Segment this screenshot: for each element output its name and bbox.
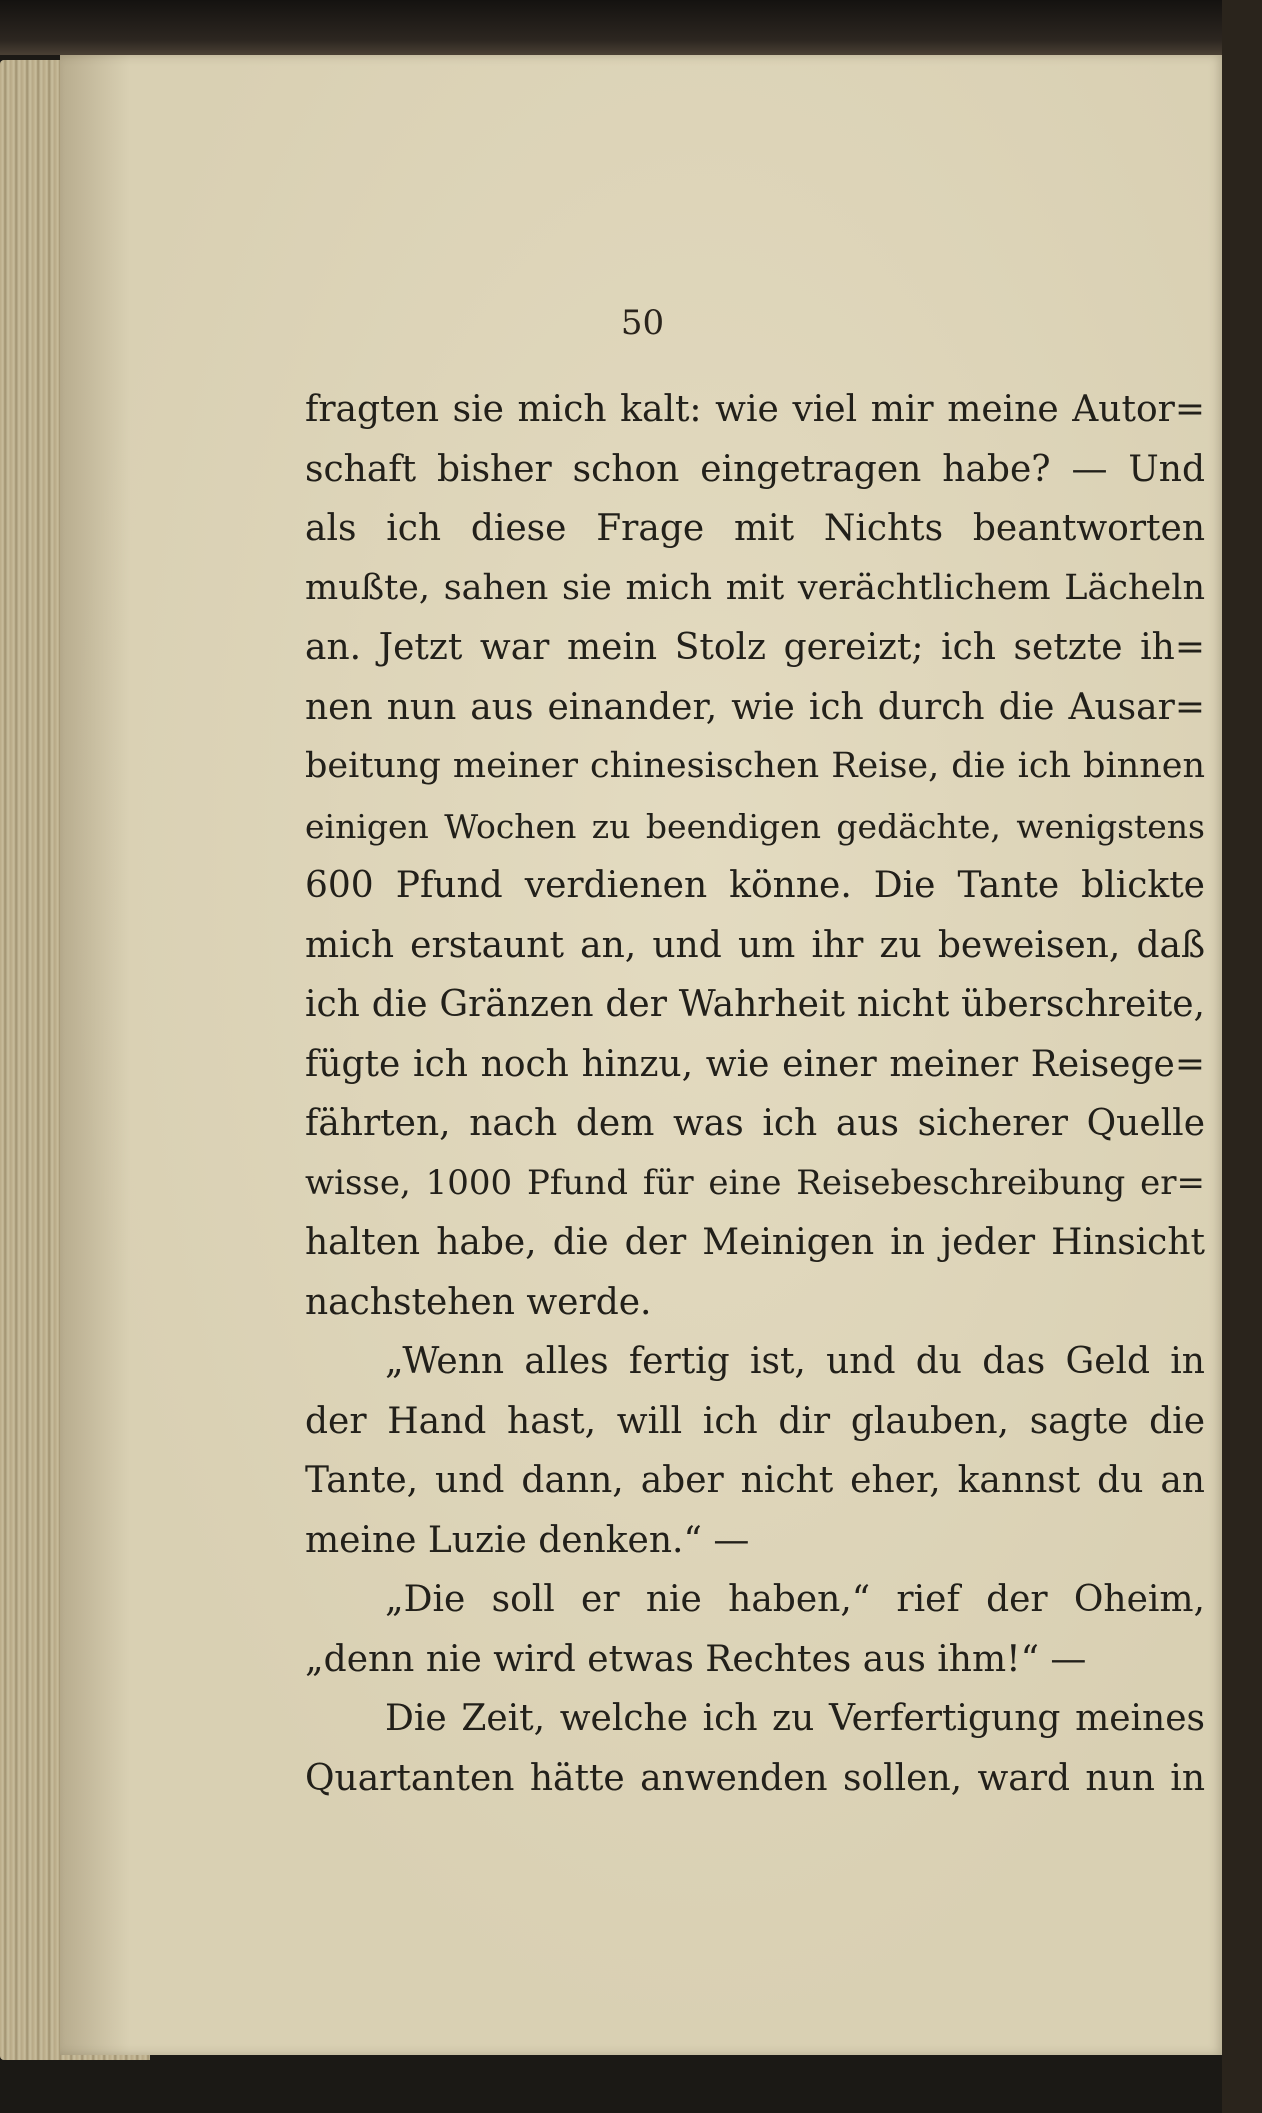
text-line: einigen Wochen zu beendigen gedächte, wenigstens	[305, 806, 1205, 846]
text-line: fragten sie mich kalt: wie viel mir meine Autor=	[305, 389, 1205, 430]
text-line: „Die soll er nie haben,“ rief der Oheim,	[385, 1579, 1205, 1620]
text-line: Die Zeit, welche ich zu Verfertigung meines	[385, 1698, 1205, 1739]
text-line: beitung meiner chinesischen Reise, die ich binnen	[305, 746, 1205, 786]
text-line: der Hand hast, will ich dir glauben, sagte die	[305, 1400, 1205, 1442]
body-text	[305, 380, 1205, 1808]
text-line: meine Luzie denken.“ —	[305, 1519, 750, 1561]
page-sheet	[60, 55, 1225, 2055]
text-line: nen nun aus einander, wie ich durch die Ausar=	[305, 686, 1205, 728]
text-line: „Wenn alles fertig ist, und du das Geld in	[385, 1341, 1205, 1382]
text-line: fügte ich noch hinzu, wie einer meiner Reisege=	[305, 1043, 1205, 1085]
text-line: halten habe, die der Meinigen in jeder Hinsicht	[305, 1222, 1205, 1263]
text-line: „denn nie wird etwas Rechtes aus ihm!“ —	[305, 1638, 1087, 1680]
text-line: als ich diese Frage mit Nichts beantworten	[305, 508, 1205, 549]
page-number: 50	[620, 303, 665, 343]
text-line: ich die Gränzen der Wahrheit nicht überschreite,	[305, 984, 1205, 1025]
text-line: mußte, sahen sie mich mit verächtlichem Lächeln	[305, 567, 1205, 608]
text-line: 600 Pfund verdienen könne. Die Tante blickte	[305, 865, 1205, 906]
text-line: Tante, und dann, aber nicht eher, kannst du an	[305, 1460, 1205, 1501]
text-line: nachstehen werde.	[305, 1281, 652, 1323]
text-line: wisse, 1000 Pfund für eine Reisebeschreibung er=	[305, 1162, 1205, 1203]
text-line: an. Jetzt war mein Stolz gereizt; ich setzte ih=	[305, 627, 1205, 668]
book-cover-edge	[1222, 0, 1262, 2113]
text-line: Quartanten hätte anwenden sollen, ward nun in	[305, 1757, 1205, 1799]
text-line: schaft bisher schon eingetragen habe? — Und	[305, 448, 1205, 490]
text-line: mich erstaunt an, und um ihr zu beweisen, daß	[305, 924, 1205, 966]
book-cover-top	[0, 0, 1262, 55]
text-line: fährten, nach dem was ich aus sicherer Quelle	[305, 1103, 1205, 1144]
